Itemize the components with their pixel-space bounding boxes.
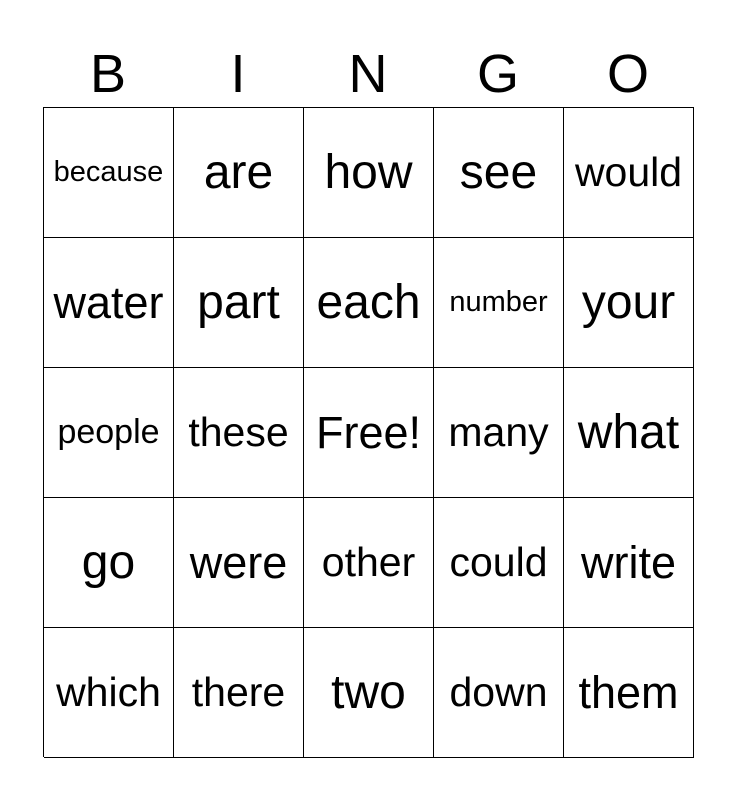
bingo-cell[interactable]: how <box>304 108 434 238</box>
bingo-cell[interactable]: are <box>174 108 304 238</box>
bingo-cell[interactable]: which <box>44 628 174 758</box>
header-letter-g: G <box>476 44 519 104</box>
bingo-cell[interactable]: write <box>564 498 694 628</box>
bingo-cell[interactable]: see <box>434 108 564 238</box>
bingo-cell[interactable]: water <box>44 238 174 368</box>
bingo-cell[interactable]: part <box>174 238 304 368</box>
bingo-cell[interactable]: could <box>434 498 564 628</box>
bingo-cell[interactable]: would <box>564 108 694 238</box>
bingo-cell[interactable]: because <box>44 108 174 238</box>
bingo-cell[interactable]: many <box>434 368 564 498</box>
bingo-cell[interactable]: down <box>434 628 564 758</box>
bingo-header <box>43 42 693 106</box>
bingo-board <box>43 107 694 757</box>
header-letter-i: I <box>230 44 246 104</box>
bingo-cell[interactable]: your <box>564 238 694 368</box>
bingo-cell-free[interactable]: Free! <box>304 368 434 498</box>
bingo-cell[interactable]: them <box>564 628 694 758</box>
header-letter-n: N <box>348 44 388 104</box>
bingo-cell[interactable]: number <box>434 238 564 368</box>
bingo-cell[interactable]: two <box>304 628 434 758</box>
bingo-cell[interactable]: what <box>564 368 694 498</box>
bingo-cell[interactable]: there <box>174 628 304 758</box>
header-letter-o: O <box>606 44 649 104</box>
bingo-cell[interactable]: go <box>44 498 174 628</box>
bingo-cell[interactable]: other <box>304 498 434 628</box>
header-letter-b: B <box>89 44 127 104</box>
bingo-cell[interactable]: these <box>174 368 304 498</box>
bingo-cell[interactable]: each <box>304 238 434 368</box>
bingo-cell[interactable]: were <box>174 498 304 628</box>
bingo-cell[interactable]: people <box>44 368 174 498</box>
